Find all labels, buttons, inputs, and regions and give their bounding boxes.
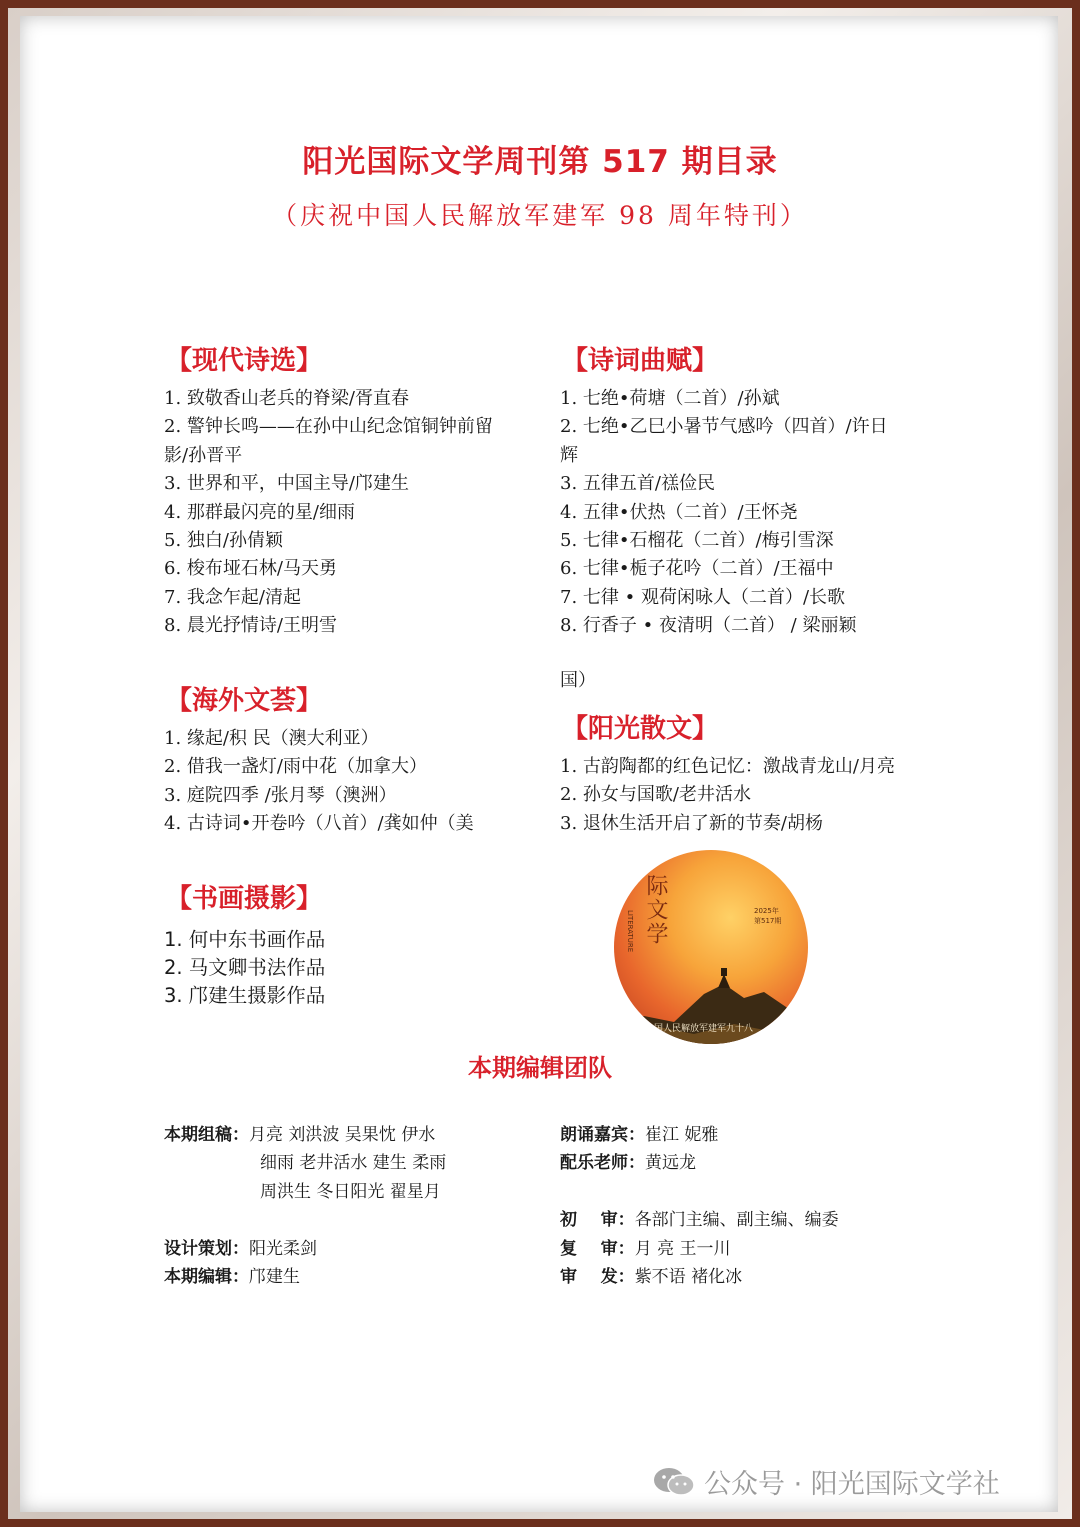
team-right-block	[560, 1121, 839, 1291]
list-item: 7. 我念乍起/清起	[164, 586, 301, 608]
classical-poetry-list	[560, 385, 888, 641]
team-title: 本期编辑团队	[468, 1054, 612, 1082]
list-item: 2. 孙女与国歌/老井活水	[560, 784, 751, 806]
list-item: 1. 致敬香山老兵的脊梁/胥直春	[164, 388, 409, 409]
section-heading-overseas: 【海外文荟】	[166, 686, 323, 716]
watermark-text: 公众号 · 阳光国际文学社	[704, 1469, 1000, 1500]
list-item: 2. 七绝•乙巳小暑节气感吟（四首）/许日	[560, 416, 888, 438]
cover-title-text: 际文学	[643, 874, 668, 946]
second-review-label: 复 审：	[560, 1238, 635, 1259]
art-photo-list	[164, 926, 325, 1010]
classical-poetry-overflow: 国）	[560, 670, 596, 691]
section-heading-art-photo: 【书画摄影】	[166, 884, 323, 914]
list-item: 4. 那群最闪亮的星/细雨	[164, 501, 355, 523]
team-left-block	[164, 1121, 446, 1291]
list-item: 2. 马文卿书法作品	[164, 956, 326, 979]
list-item: 4. 古诗词•开卷吟（八首）/龚如仲（美	[164, 813, 474, 835]
list-item: 6. 梭布垭石林/马天勇	[164, 558, 337, 580]
list-item: 3. 世界和平，中国主导/邝建生	[164, 473, 409, 495]
watermark	[652, 1462, 1000, 1501]
list-item: 6. 七律•栀子花吟（二首）/王福中	[560, 558, 834, 580]
list-item: 3. 五律五首/禚俭民	[560, 473, 715, 495]
cover-small-text: 2025年 第517期	[754, 907, 782, 925]
list-item: 5. 七律•石榴花（二首）/梅引雪深	[560, 530, 834, 552]
list-item: 辉	[560, 444, 578, 466]
collect-line: 细雨 老井活水 建生 柔雨	[260, 1153, 447, 1174]
list-item: 8. 晨光抒情诗/王明雪	[164, 615, 337, 637]
overseas-list	[164, 725, 474, 839]
approve-value: 紫不语 褚化冰	[634, 1267, 743, 1288]
page-title: 阳光国际文学周刊第 517 期目录	[302, 144, 778, 180]
list-item: 8. 行香子 • 夜清明（二首） / 梁丽颖	[560, 615, 857, 637]
list-item: 3. 退休生活开启了新的节奏/胡杨	[560, 812, 823, 834]
reciter-value: 崔江 妮雅	[645, 1125, 719, 1145]
cover-side-text: LITERATURE	[626, 910, 634, 953]
list-item: 7. 七律 • 观荷闲咏人（二首）/长歌	[560, 586, 846, 608]
list-item: 影/孙晋平	[164, 444, 243, 466]
editor-label: 本期编辑：	[164, 1267, 249, 1288]
magazine-cover-image	[614, 850, 808, 1044]
page-subtitle: （庆祝中国人民解放军建军 98 周年特刊）	[272, 201, 808, 230]
collect-line: 月亮 刘洪波 吴果忱 伊水	[249, 1125, 436, 1145]
second-review-value: 月 亮 王一川	[634, 1238, 731, 1259]
list-item: 1. 古韵陶都的红色记忆：激战青龙山/月亮	[560, 756, 895, 777]
wechat-icon	[652, 1466, 696, 1498]
list-item: 4. 五律•伏热（二首）/王怀尧	[560, 501, 798, 523]
list-item: 3. 邝建生摄影作品	[164, 984, 326, 1007]
cover-banner-text: 国人民解放军建军九十八	[654, 1024, 754, 1034]
list-item: 2. 警钟长鸣——在孙中山纪念馆铜钟前留	[164, 416, 493, 438]
first-review-value: 各部门主编、副主编、编委	[634, 1210, 839, 1231]
design-label: 设计策划：	[164, 1238, 249, 1259]
modern-poetry-list	[164, 385, 493, 641]
list-item: 5. 独白/孙倩颖	[164, 530, 283, 552]
section-heading-modern-poetry: 【现代诗选】	[166, 346, 323, 376]
approve-label: 审 发：	[560, 1267, 635, 1288]
list-item: 1. 何中东书画作品	[164, 928, 326, 951]
list-item: 1. 七绝•荷塘（二首）/孙斌	[560, 388, 780, 409]
collect-line: 周洪生 冬日阳光 翟星月	[260, 1181, 441, 1202]
music-value: 黄远龙	[645, 1153, 696, 1174]
first-review-label: 初 审：	[560, 1210, 635, 1231]
reciter-label: 朗诵嘉宾：	[560, 1125, 645, 1145]
section-heading-prose: 【阳光散文】	[562, 714, 719, 744]
music-label: 配乐老师：	[560, 1153, 645, 1174]
section-heading-classical-poetry: 【诗词曲赋】	[562, 346, 719, 376]
prose-list	[560, 753, 895, 838]
collect-label: 本期组稿：	[164, 1125, 249, 1145]
list-item: 3. 庭院四季 /张月琴（澳洲）	[164, 784, 397, 806]
design-value: 阳光柔剑	[249, 1238, 317, 1259]
list-item: 2. 借我一盏灯/雨中花（加拿大）	[164, 756, 427, 778]
list-item: 1. 缘起/积 民（澳大利亚）	[164, 728, 379, 749]
editor-value: 邝建生	[249, 1267, 300, 1288]
